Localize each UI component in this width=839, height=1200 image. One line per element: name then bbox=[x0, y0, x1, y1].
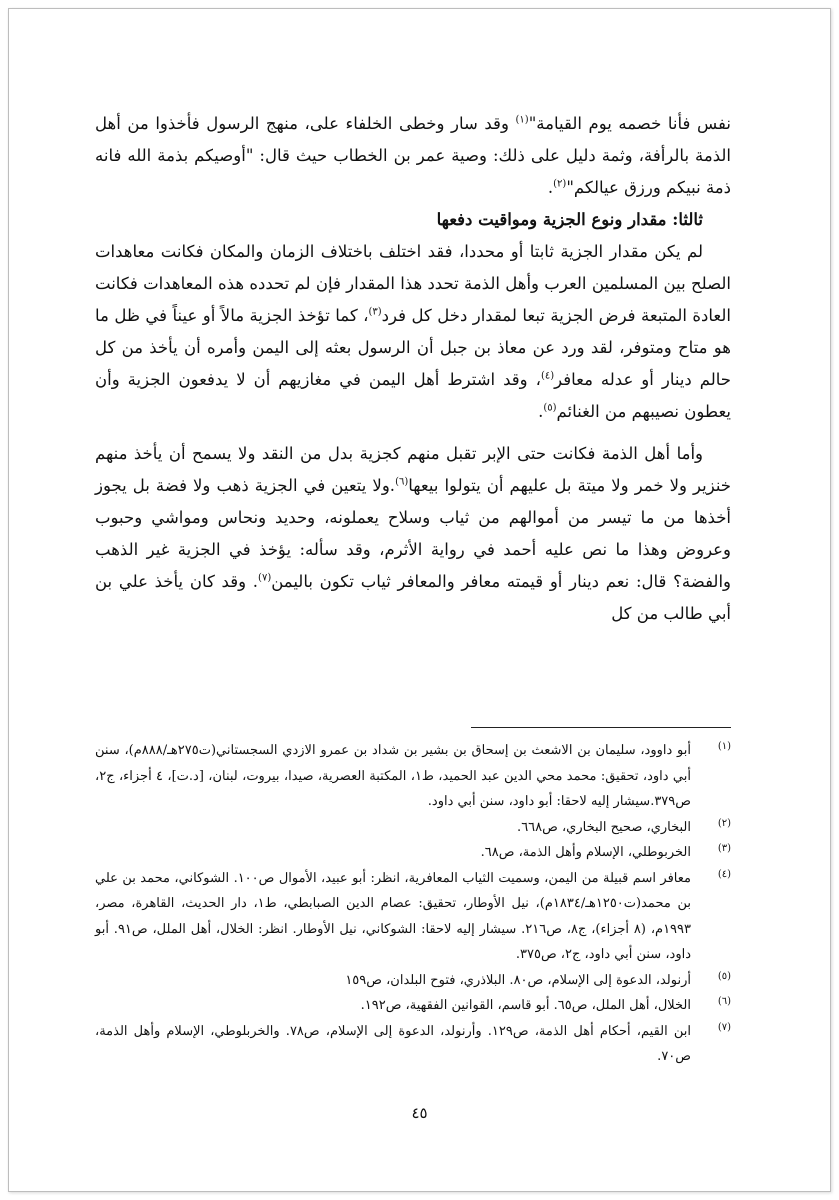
footnote-text: الخلال، أهل الملل، ص٦٥. أبو قاسم، القوانين الفقهية، ص١٩٢. bbox=[360, 998, 691, 1013]
footnote-item bbox=[95, 815, 731, 841]
footnote-item bbox=[95, 866, 731, 968]
paragraph-jizya-amount: لم يكن مقدار الجزية ثابتا أو محددا، فقد اختلف باختلاف الزمان والمكان فكانت معاهدات الصلح بين المسلمين العرب وأهل الذمة تحدد هذا المقدار فإن لم تحدده هذه المعاهدات فكانت العادة المتبعة فرض الجزية تبعا لمقدار دخل كل فرد$^{(٣)}$، كما تؤخذ الجزية مالاً أو عيناً في ظل ما هو متاح ومتوفر، لقد ورد عن معاذ بن جبل أن الرسول بعثه إلى اليمن وأمره أن يأخذ من كل حالم دينار أو عدله معافر$^{(٤)}$، وقد اشترط أهل اليمن في مغازيهم أن لا يدفعون الجزية وأن يعطون نصيبهم من الغنائم$^{(٥)}$. bbox=[95, 242, 731, 421]
footnote-text: ابن القيم، أحكام أهل الذمة، ص١٢٩. وأرنولد، الدعوة إلى الإسلام، ص٧٨. والخربلوطي، الإسلام وأهل الذمة، ص٧٠. bbox=[95, 1023, 691, 1064]
footnote-number: (١) bbox=[717, 741, 731, 752]
footnote-item bbox=[95, 968, 731, 994]
footnote-ref-7[interactable]: (٧) bbox=[258, 572, 272, 584]
footnote-ref-5[interactable]: (٥) bbox=[543, 402, 557, 414]
footnote-text: البخاري، صحيح البخاري، ص٦٦٨. bbox=[517, 819, 691, 835]
footnote-item bbox=[95, 993, 731, 1019]
footnote-ref-4[interactable]: (٤) bbox=[540, 370, 555, 382]
footnote-ref-2[interactable]: (٢) bbox=[553, 178, 567, 190]
footnote-ref-1[interactable]: (١) bbox=[515, 114, 529, 126]
footnote-text: الخربوطلي، الإسلام وأهل الذمة، ص٦٨. bbox=[480, 845, 691, 860]
footnote-number: (٤) bbox=[717, 868, 731, 880]
footnote-item bbox=[95, 738, 731, 815]
page-number: ٤٥ bbox=[411, 1104, 428, 1122]
footnote-number: (٥) bbox=[717, 970, 731, 982]
footnote-number: (٣) bbox=[717, 843, 731, 854]
footnotes-section bbox=[95, 738, 731, 1070]
footnote-ref-6[interactable]: (٦) bbox=[395, 476, 409, 488]
footnote-item bbox=[95, 840, 731, 866]
footnote-number: (٧) bbox=[717, 1021, 731, 1033]
footnote-ref-3[interactable]: (٣) bbox=[368, 306, 382, 318]
footnote-separator bbox=[471, 727, 731, 728]
footnote-item bbox=[95, 1019, 731, 1070]
footnote-text: أبو داوود، سليمان بن الاشعث بن إسحاق بن بشير بن شداد بن عمرو الازدي السجستاني(ت٢٧٥هـ/٨٨٨م)، سنن أبي داود، تحقيق: محمد محي الدين عبد الحميد، ط١، المكتبة العصرية، صيدا، بيروت، لبنان، [د.ت]، ٤ أجزاء، ج٢، ص٣٧٩.سيشار إليه لاحقا: أبو داود، سنن أبي داود. bbox=[95, 743, 691, 809]
paragraph-continuation: نفس فأنا خصمه يوم القيامة"$^{(١)}$ وقد سار وخطى الخلفاء على، منهج الرسول فأخذوا من أهل الذمة بالرأفة، وثمة دليل على ذلك: وصية عمر بن الخطاب حيث قال: "أوصيكم بذمة الله فانه ذمة نبيكم ورزق عيالكم"$^{(٢)}$. bbox=[95, 114, 731, 197]
paragraph-jizya-type: وأما أهل الذمة فكانت حتى الإبر تقبل منهم كجزية بدل من النقد ولا يسمح أن يأخذ منهم خنزير ولا خمر ولا ميتة بل عليهم أن يتولوا بيعها$^{(٦)}$.ولا يتعين في الجزية ذهب ولا فضة بل يجوز أخذها من ما تيسر من أموالهم من ثياب وسلاح يعملونه، وحديد ونحاس ومواشي وحبوب وعروض وهذا ما نص عليه أحمد في رواية الأثرم، وقد سأله: يؤخذ في الجزية غير الذهب والفضة؟ قال: نعم دينار أو قيمته معافر والمعافر ثياب تكون باليمن$^{(٧)}$. وقد كان يأخذ علي بن أبي طالب من كل bbox=[95, 444, 732, 623]
footnote-number: (٢) bbox=[717, 817, 731, 829]
footnote-number: (٦) bbox=[717, 996, 731, 1007]
footnote-text: معافر اسم قبيلة من اليمن، وسميت الثياب المعافرية، انظر: أبو عبيد، الأموال ص١٠٠. الشوكاني، محمد بن علي بن محمد(ت١٢٥٠هـ/١٨٣٤م)، نيل الأوطار، تحقيق: عصام الدين الصبابطي، ط١، دار الحديث، القاهرة، مصر، ١٩٩٣م، (٨ أجزاء)، ج٨، ص٢١٦. سيشار إليه لاحقا: الشوكاني، نيل الأوطار. انظر: الخلال، أهل الملل، ص٩١. أبو داود، سنن أبي داود، ج٢، ص٣٧٥. bbox=[95, 870, 691, 962]
section-heading: ثالثا: مقدار ونوع الجزية ومواقيت دفعها bbox=[436, 210, 703, 229]
main-body-text bbox=[95, 108, 731, 630]
footnote-text: أرنولد، الدعوة إلى الإسلام، ص٨٠. البلاذري، فتوح البلدان، ص١٥٩ bbox=[345, 972, 691, 988]
